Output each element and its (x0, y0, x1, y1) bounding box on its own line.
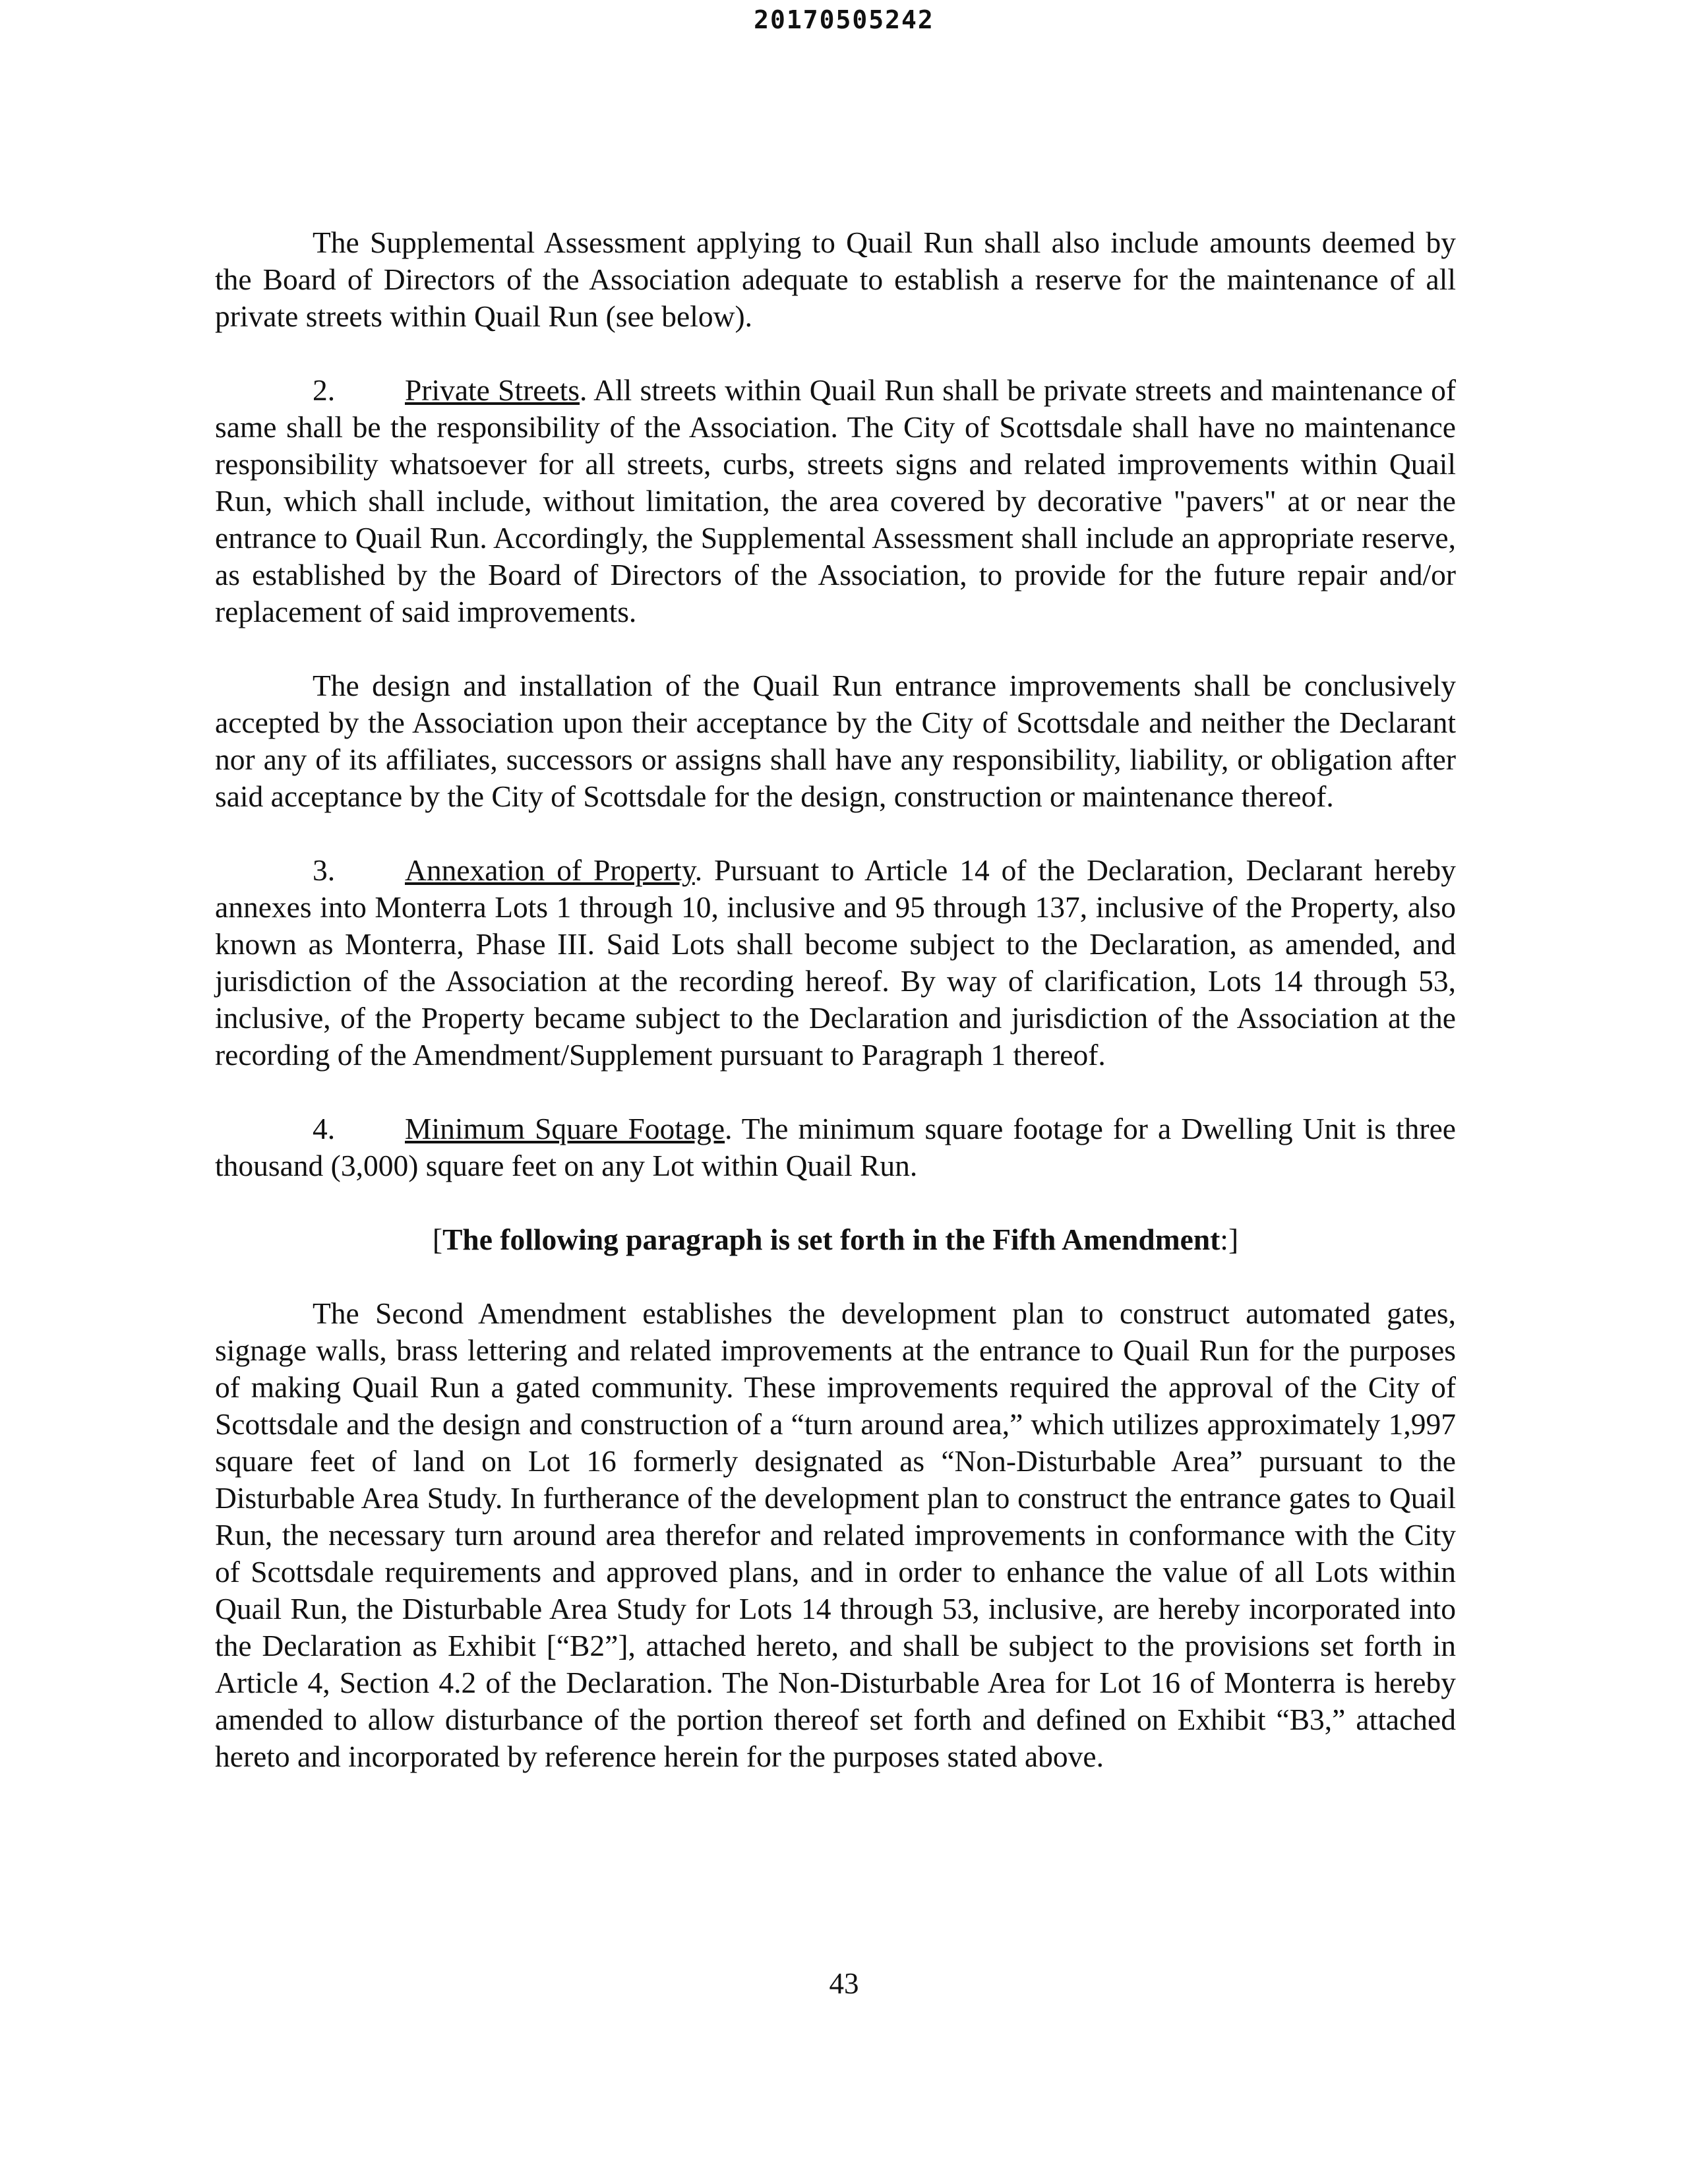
paragraph-annexation (215, 852, 1456, 1074)
section-body: . Pursuant to Article 14 of the Declaration, Declarant hereby annexes into Monterra Lots 1 through 10, inclusive and 95 through 137, inclusive of the Property, also known as Monterra, Phase III. Said Lots shall become subject to the Declaration, as amended, and jurisdiction of the Association at the recording hereof. By way of clarification, Lots 14 through 53, inclusive, of the Property became subject to the Declaration and jurisdiction of the Association at the recording of the Amendment/Supplement pursuant to Paragraph 1 thereof. (215, 853, 1456, 1072)
paragraph-private-streets (215, 372, 1456, 630)
section-number: 2. (313, 373, 336, 407)
paragraph-entrance-improvements: The design and installation of the Quail Run entrance improvements shall be conclusively accepted by the Association upon their acceptance by the City of Scottsdale and neither the Declarant nor any of its affiliates, successors or assigns shall have any responsibility, liability, or obligation after said acceptance by the City of Scottsdale for the design, construction or maintenance thereof. (215, 669, 1456, 813)
section-number: 3. (313, 853, 336, 887)
document-body (215, 224, 1456, 1812)
heading-open-bracket: [ (432, 1223, 443, 1256)
section-title: Minimum Square Footage (405, 1112, 725, 1145)
paragraph-second-amendment: The Second Amendment establishes the development plan to construct automated gates, signage walls, brass lettering and related improvements at the entrance to Quail Run for the purposes of making Quail Run a gated community. These improvements required the approval of the City of Scottsdale and the design and construction of a “turn around area,” which utilizes approximately 1,997 square feet of land on Lot 16 formerly designated as “Non-Disturbable Area” pursuant to the Disturbable Area Study. In furtherance of the development plan to construct the entrance gates to Quail Run, the necessary turn around area therefor and related improvements in conformance with the City of Scottsdale requirements and approved plans, and in order to enhance the value of all Lots within Quail Run, the Disturbable Area Study for Lots 14 through 53, inclusive, are hereby incorporated into the Declaration as Exhibit [“B2”], attached hereto, and shall be subject to the provisions set forth in Article 4, Section 4.2 of the Declaration. The Non-Disturbable Area for Lot 16 of Monterra is hereby amended to allow disturbance of the portion thereof set forth and defined on Exhibit “B3,” attached hereto and incorporated by reference herein for the purposes stated above. (215, 1296, 1456, 1773)
heading-close-bracket: :] (1220, 1223, 1239, 1256)
page-number: 43 (829, 1967, 859, 2000)
heading-text: The following paragraph is set forth in the Fifth Amendment (442, 1223, 1221, 1256)
section-number: 4. (313, 1112, 336, 1145)
paragraph-minimum-square-footage (215, 1110, 1456, 1184)
section-body: . The minimum square footage for a Dwelling Unit is three thousand (3,000) square feet on any Lot within Quail Run. (215, 1112, 1456, 1182)
fifth-amendment-heading (215, 1221, 1456, 1258)
section-title: Private Streets (405, 373, 580, 407)
paragraph-supplemental-assessment: The Supplemental Assessment applying to Quail Run shall also include amounts deemed by the Board of Directors of the Association adequate to establish a reserve for the maintenance of all private streets within Quail Run (see below). (215, 226, 1456, 333)
recording-number: 20170505242 (754, 5, 934, 34)
section-body: . All streets within Quail Run shall be private streets and maintenance of same shall be the responsibility of the Association. The City of Scottsdale shall have no maintenance responsibility whatsoever for all streets, curbs, streets signs and related improvements within Quail Run, which shall include, without limitation, the area covered by decorative "pavers" at or near the entrance to Quail Run. Accordingly, the Supplemental Assessment shall include an appropriate reserve, as established by the Board of Directors of the Association, to provide for the future repair and/or replacement of said improvements. (215, 373, 1456, 628)
section-title: Annexation of Property (405, 853, 695, 887)
